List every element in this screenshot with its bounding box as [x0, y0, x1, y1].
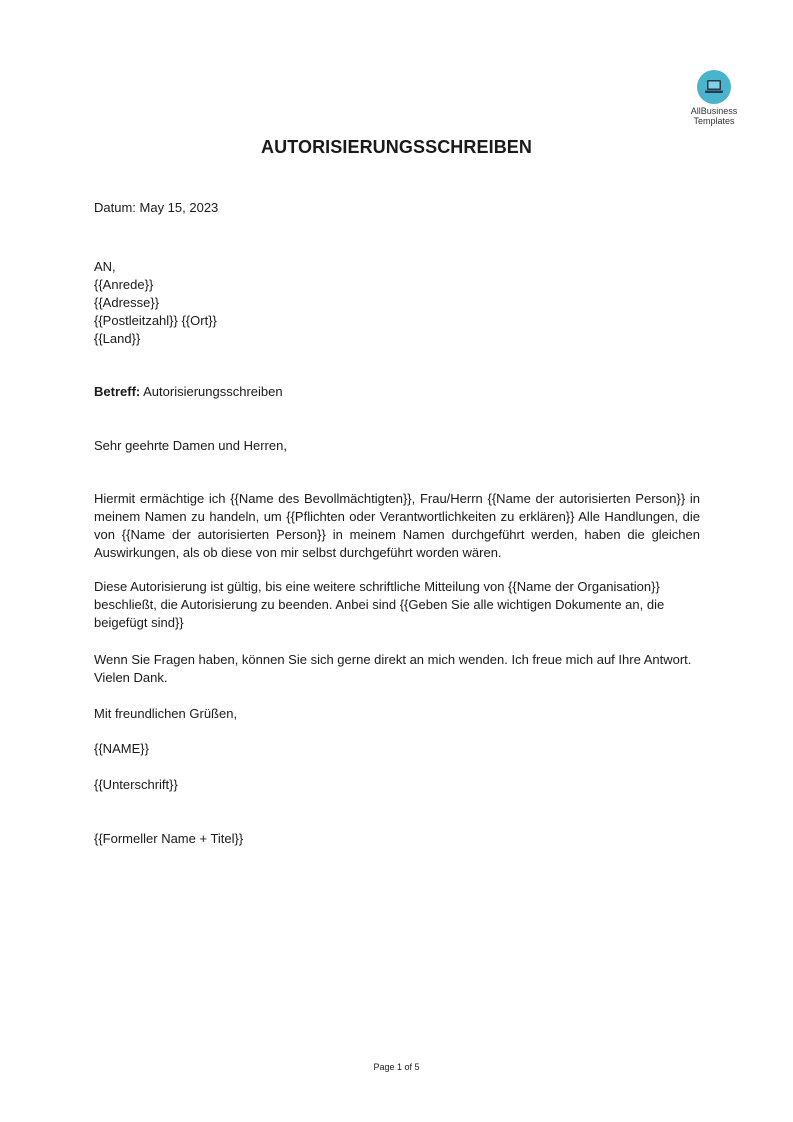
page-number: Page 1 of 5: [373, 1062, 420, 1072]
laptop-icon: [697, 70, 731, 104]
name-placeholder: {{NAME}}: [94, 741, 149, 756]
recipient-line: {{Postleitzahl}} {{Ort}}: [94, 313, 217, 328]
recipient-address: [94, 258, 700, 348]
body-paragraph: Diese Autorisierung ist gültig, bis eine weitere schriftliche Mitteilung von {{Name der Organisation}} beschließt, die Autorisierung zu beenden. Anbei sind {{Geben Sie alle wichtigen Dokumente an, die beigefügt sind}}: [94, 579, 665, 630]
date-line: Datum: May 15, 2023: [94, 200, 219, 215]
formal-name-placeholder: {{Formeller Name + Titel}}: [94, 831, 244, 846]
body-paragraph: Hiermit ermächtige ich {{Name des Bevollmächtigten}}, Frau/Herrn {{Name der autorisierten Person}} in meinem Namen zu handeln, um {{Pflichten oder Verantwortlichkeiten zu erklären}} Alle Handlungen, die von {{Name der autorisierten Person}} in meinem Namen durchgeführt werden, haben die gleichen Auswirkungen, als ob diese von mir selbst durchgeführt worden wären.: [94, 491, 700, 560]
signature-placeholder: {{Unterschrift}}: [94, 777, 178, 792]
allbusiness-templates-logo: [684, 70, 744, 126]
subject-line: [94, 383, 700, 401]
logo-text: AllBusiness Templates: [690, 106, 738, 126]
subject-label: Betreff:: [94, 384, 141, 399]
recipient-line: {{Adresse}}: [94, 295, 160, 310]
recipient-line: {{Anrede}}: [94, 277, 154, 292]
closing: Mit freundlichen Grüßen,: [94, 706, 238, 721]
body-paragraph: Wenn Sie Fragen haben, können Sie sich gerne direkt an mich wenden. Ich freue mich auf Ihre Antwort. Vielen Dank.: [94, 652, 692, 685]
document-title: AUTORISIERUNGSSCHREIBEN: [261, 137, 532, 157]
subject-text: Autorisierungsschreiben: [143, 384, 283, 399]
recipient-line: {{Land}}: [94, 331, 141, 346]
salutation: Sehr geehrte Damen und Herren,: [94, 438, 287, 453]
recipient-line: AN,: [94, 259, 116, 274]
